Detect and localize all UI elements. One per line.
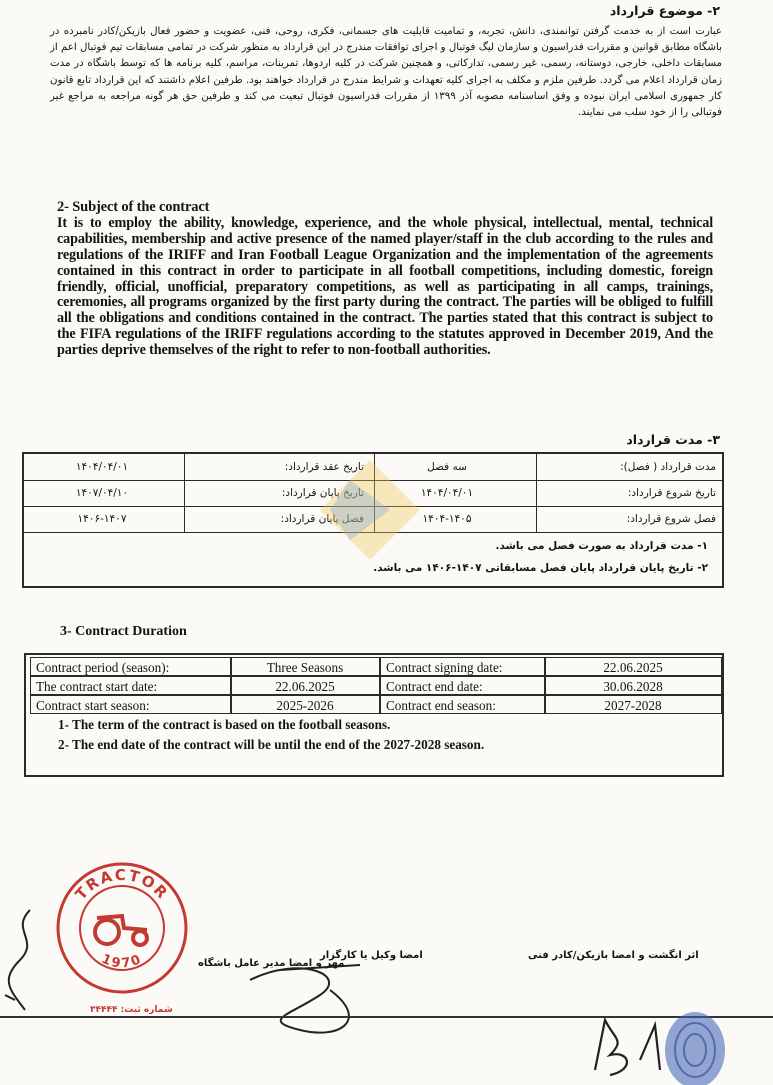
seal-year: 1970 xyxy=(99,951,145,972)
club-signature-label: مهر و امضا مدیر عامل باشگاه xyxy=(198,958,345,969)
table-value: ۱۴۰۴-۱۴۰۵ xyxy=(422,513,472,525)
table-label: Contract start season: xyxy=(30,695,232,714)
table-value: 22.06.2025 xyxy=(230,676,380,695)
table-label: تاریخ شروع قرارداد: xyxy=(627,487,716,499)
persian-section2-body: عبارت است از به خدمت گرفتن توانمندی، دانش، تجربه، و تمامیت قابلیت های جسمانی، فکری، روحی، فنی، عضویت و حضور فعال بازیکن/کادر نامبرده در باشگاه مطابق قوانین و مقررات فدراسیون و سازمان لیگ فوتبال و اجرای توافقات مندرج در این قرارداد به منظور شرکت در تمامی مسابقات تیم فوتبال اعم از مسابقات داخلی، خارجی، دوستانه، رسمی، غیر رسمی، تدارکاتی، و همچنین شرکت در کلیه اردوها، تمرینات، مراسم، کلیه برنامه ها که توسط باشگاه در مدت زمان قرارداد اعلام می گردد. طرفین ملزم و مکلف به اجرای کلیه تعهدات و شرایط مندرج در قرارداد خواهند بود. طرفین اعلام داشتند که این قرارداد تابع قانون کار جمهوری اسلامی ایران نبوده و وفق اساسنامه مصوبه آذر ۱۳۹۹ از مقررات فدراسیون فوتبال تبعیت می کند و طرفین حق هر گونه مراجعه به مراجع غیر فوتبالی را از خود سلب می نمایند. xyxy=(50,26,722,119)
table-value: 22.06.2025 xyxy=(544,657,722,676)
persian-section3-heading: ۳- مدت قرارداد xyxy=(626,432,720,447)
table-label: تاریخ پایان قرارداد: xyxy=(281,487,364,499)
persian-table-note-2: ۲- تاریخ پایان قرارداد پایان فصل مسابقاتی ۱۴۰۷-۱۴۰۶ می باشد. xyxy=(373,562,708,574)
signature-scribble-left xyxy=(0,900,60,1020)
table-label: تاریخ عقد قرارداد: xyxy=(284,461,364,473)
table-label: Contract end season: xyxy=(380,695,546,714)
seal-registration-number: شماره ثبت: ۳۴۴۴۴ xyxy=(90,1005,173,1015)
table-row xyxy=(24,480,722,507)
persian-duration-table xyxy=(22,452,724,588)
table-label: فصل پایان قرارداد: xyxy=(280,513,364,525)
persian-section2-heading: ۲- موضوع قرارداد xyxy=(609,3,720,18)
table-label: فصل شروع قرارداد: xyxy=(626,513,716,525)
table-value: Three Seasons xyxy=(230,657,380,676)
table-value: ۱۴۰۶-۱۴۰۷ xyxy=(77,513,127,525)
table-value: ۱۴۰۴/۰۴/۰۱ xyxy=(420,487,474,499)
table-value: ۱۴۰۷/۰۴/۱۰ xyxy=(75,487,129,499)
table-label: Contract end date: xyxy=(380,676,546,695)
english-section3-heading: 3- Contract Duration xyxy=(60,624,187,639)
table-value: 2027-2028 xyxy=(544,695,722,714)
table-row xyxy=(24,454,722,481)
table-value: 30.06.2028 xyxy=(544,676,722,695)
table-label: Contract period (season): xyxy=(30,657,232,676)
english-section2-heading: 2- Subject of the contract xyxy=(57,199,210,215)
seal-top-text: TRACTOR xyxy=(71,865,173,904)
table-value: سه فصل xyxy=(427,461,467,473)
club-seal xyxy=(52,858,192,998)
english-section2-body: It is to employ the ability, knowledge, experience, and the whole physical, intellectual, mental, technical capabilities, membership and active presence of the named player/staff in the club according to the rules and regulations of the IRIFF and Iran Football League Organization and the implementation of the agreements contained in this contract in order to participate in all football competitions, including domestic, foreign friendly, official, unofficial, preparatory competitions, as well as participating in all camps, trainings, ceremonies, all programs organized by the first party during the contract. The parties will be obliged to fulfill all the obligations and conditions contained in the contract. The parties stated that this contract is subject to the FIFA regulations of the IRIFF regulations according to the statutes approved in December 2019, And the parties deprive themselves of the right to refer to non-football authorities. xyxy=(57,214,713,359)
agent-signature-label: امضا وکیل یا کارگزار xyxy=(320,950,423,961)
english-table-note-1: 1- The term of the contract is based on the football seasons. xyxy=(58,717,391,732)
table-value: ۱۴۰۴/۰۴/۰۱ xyxy=(75,461,129,473)
english-section2 xyxy=(57,200,713,359)
tractor-icon xyxy=(95,916,147,945)
fingerprint-mark xyxy=(650,1005,735,1085)
table-row xyxy=(24,506,722,533)
table-label: The contract start date: xyxy=(30,676,232,695)
table-value: 2025-2026 xyxy=(230,695,380,714)
english-table-note-2: 2- The end date of the contract will be until the end of the 2027-2028 season. xyxy=(58,737,485,752)
english-duration-table xyxy=(24,653,724,777)
signature-scribble-agent xyxy=(240,950,390,1040)
player-signature-label: اثر انگشت و امضا بازیکن/کادر فنی xyxy=(528,950,699,961)
table-label: Contract signing date: xyxy=(380,657,546,676)
persian-table-note-1: ۱- مدت قرارداد به صورت فصل می باشد. xyxy=(495,540,708,552)
table-label: مدت قرارداد ( فصل): xyxy=(620,461,716,473)
